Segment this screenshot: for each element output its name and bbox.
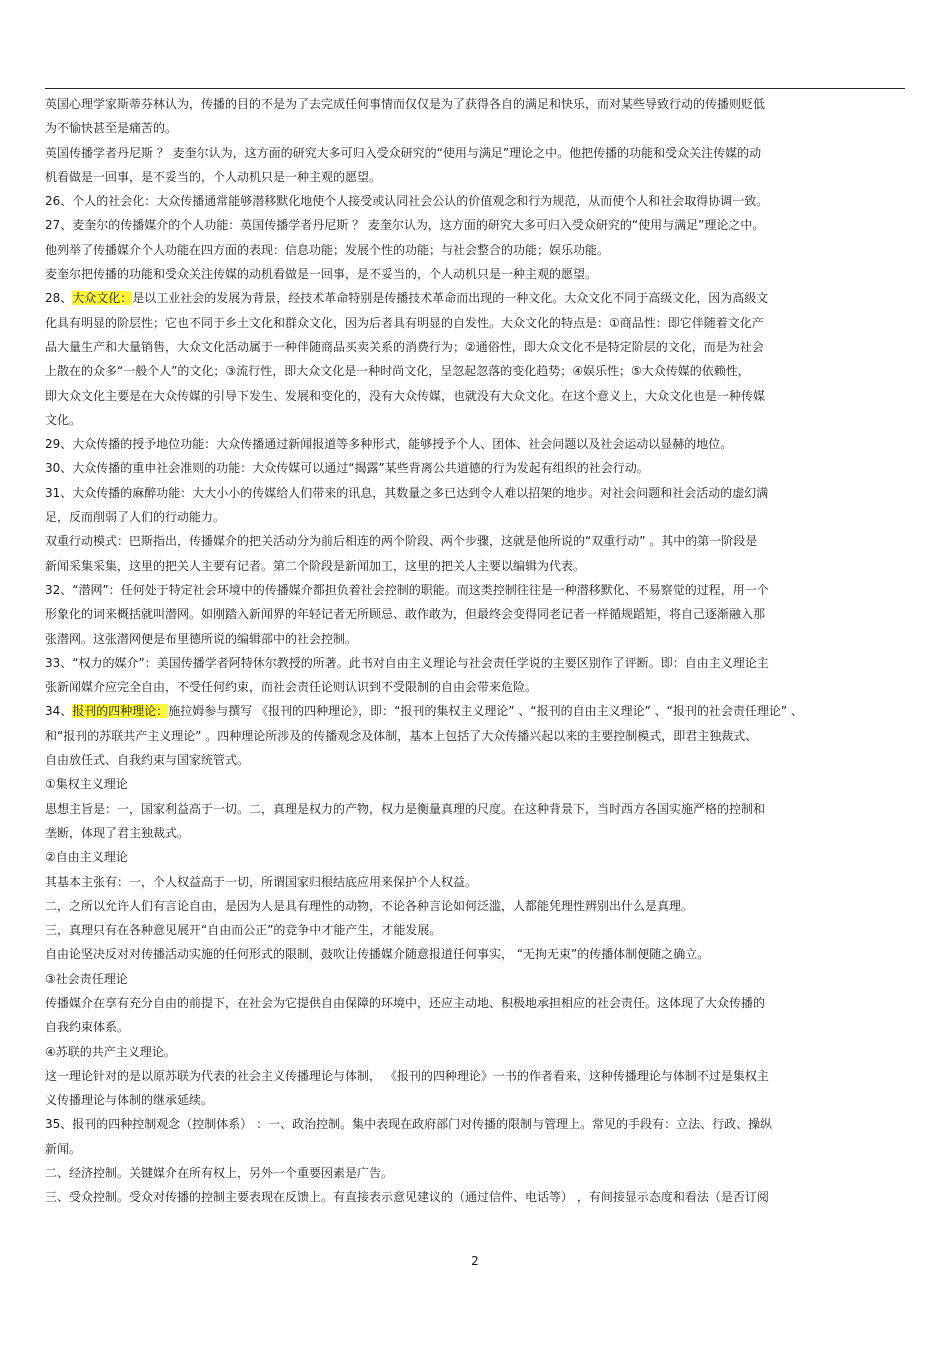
text-line: 三、受众控制。受众对传播的控制主要表现在反馈上。有直接表示意见建议的（通过信件、电话等） ，有间接显示态度和看法（是否订阅	[45, 1190, 769, 1205]
item-number: 28、	[45, 291, 73, 306]
text-line: 张新闻媒介应完全自由，不受任何约束，而社会责任论则认识到不受限制的自由会带来危险。	[45, 680, 538, 695]
text-line: 机看做是一回事，是不妥当的，个人动机只是一种主观的愿望。	[45, 169, 382, 184]
text-line: 垄断，体现了君主独裁式。	[45, 825, 190, 840]
item-32: 32、“潜网”：任何处于特定社会环境中的传播媒介都担负着社会控制的职能。而这类控制往往是一种潜移默化、不易察觉的过程，用一个	[45, 582, 769, 597]
text-line: 传播媒介在享有充分自由的前提下，在社会为它提供自由保障的环境中，还应主动地、积极地承担相应的社会责任。这体现了大众传播的	[45, 995, 766, 1010]
text-line: 二，之所以允许人们有言论自由，是因为人是具有理性的动物，不论各种言论如何泛滥，人都能凭理性辨别出什么是真理。	[45, 898, 694, 913]
page-number: 2	[471, 1254, 479, 1268]
text-line: 其基本主张有：一，个人权益高于一切，所谓国家归根结底应用来保护个人权益。	[45, 874, 478, 889]
subheading: ①集权主义理论	[45, 777, 128, 792]
text-line: 这一理论针对的是以原苏联为代表的社会主义传播理论与体制， 《报刊的四种理论》一书的作者看来，这种传播理论与体制不过是集权主	[45, 1068, 769, 1083]
text-line: 足，反而削弱了人们的行动能力。	[45, 510, 226, 525]
highlighted-term: 报刊的四种理论：	[72, 704, 169, 719]
highlighted-term: 大众文化：	[72, 291, 133, 306]
item-number: 34、	[45, 704, 73, 719]
document-body	[45, 92, 905, 1210]
item-34	[45, 699, 905, 723]
text-line: 思想主旨是：一，国家利益高于一切。二，真理是权力的产物，权力是衡量真理的尺度。在这种背景下，当时西方各国实施严格的控制和	[45, 801, 766, 816]
item-text: 施拉姆参与撰写 《报刊的四种理论》，即：“报刊的集权主义理论” 、“报刊的自由主义理论” 、“报刊的社会责任理论” 、	[168, 704, 803, 719]
text-line: 品大量生产和大量销售，大众文化活动属于一种伴随商品买卖关系的消费行为；②通俗性，即大众文化不是特定阶层的文化，而是为社会	[45, 339, 764, 354]
text-line: 新闻采集采集，这里的把关人主要有记者。第二个阶段是新闻加工，这里的把关人主要以编辑为代表。	[45, 558, 586, 573]
text-line: 为不愉快甚至是痛苦的。	[45, 121, 178, 136]
subheading: ②自由主义理论	[45, 850, 128, 865]
item-30: 30、大众传播的重申社会准则的功能：大众传媒可以通过“揭露”某些背离公共道德的行为发起有组织的社会行动。	[45, 461, 649, 476]
text-line: 化具有明显的阶层性；它也不同于乡土文化和群众文化，因为后者具有明显的自发性。大众文化的特点是：①商品性：即它伴随着文化产	[45, 315, 764, 330]
text-line: 和“报刊的苏联共产主义理论” 。四种理论所涉及的传播观念及体制，基本上包括了大众传播兴起以来的主要控制模式，即君主独裁式、	[45, 728, 758, 743]
text-line: 英国心理学家斯蒂芬林认为，传播的目的不是为了去完成任何事情而仅仅是为了获得各自的满足和快乐，而对某些导致行动的传播则贬低	[45, 97, 766, 111]
text-line: 英国传播学者丹尼斯 ？ 麦奎尔认为，这方面的研究大多可归入受众研究的“使用与满足”理论之中。他把传播的功能和受众关注传媒的动	[45, 145, 762, 160]
item-31: 31、大众传播的麻醉功能：大大小小的传媒给人们带来的讯息，其数量之多已达到令人难以招架的地步。对社会问题和社会活动的虚幻满	[45, 485, 769, 500]
text-line: 新闻。	[45, 1141, 82, 1156]
text-line: 双重行动模式：巴斯指出，传播媒介的把关活动分为前后相连的两个阶段、两个步骤，这就是他所说的“双重行动” 。其中的第一阶段是	[45, 534, 758, 549]
text-line: 他列举了传播媒介个人功能在四方面的表现：信息功能；发展个性的功能；与社会整合的功能；娱乐功能。	[45, 242, 610, 257]
text-line: 麦奎尔把传播的功能和受众关注传媒的动机看做是一回事，是不妥当的，个人动机只是一种主观的愿望。	[45, 267, 598, 282]
text-line: 张潜网。这张潜网便是布里德所说的编辑部中的社会控制。	[45, 631, 358, 646]
text-line: 上散在的众多“一般个人”的文化；③流行性，即大众文化是一种时尚文化，呈忽起忽落的变化趋势；④娱乐性；⑤大众传媒的依赖性，	[45, 364, 750, 379]
header-rule	[45, 88, 905, 89]
text-line: 二、经济控制。关键媒介在所有权上，另外一个重要因素是广告。	[45, 1166, 394, 1181]
item-29: 29、大众传播的授予地位功能：大众传播通过新闻报道等多种形式，能够授予个人、团体、社会问题以及社会运动以显赫的地位。	[45, 437, 733, 452]
item-26: 26、个人的社会化：大众传播通常能够潜移默化地使个人接受或认同社会公认的价值观念和行为规范，从而使个人和社会取得协调一致。	[45, 194, 769, 209]
text-line: 自由放任式、自我约束与国家统管式。	[45, 753, 250, 768]
text-line: 即大众文化主要是在大众传媒的引导下发生、发展和变化的，没有大众传媒，也就没有大众文化。在这个意义上，大众文化也是一种传媒	[45, 388, 766, 403]
text-line: 自由论坚决反对对传播活动实施的任何形式的限制，鼓吹让传播媒介随意报道任何事实， “无拘无束”的传播体制便随之确立。	[45, 947, 710, 962]
subheading: ④苏联的共产主义理论。	[45, 1044, 176, 1059]
subheading: ③社会责任理论	[45, 971, 128, 986]
text-line: 形象化的词来概括就叫潜网。如刚踏入新闻界的年轻记者无所顾忌、敢作敢为，但最终会变得同老记者一样循规蹈矩，将自己逐渐融入那	[45, 607, 766, 622]
item-27: 27、麦奎尔的传播媒介的个人功能：英国传播学者丹尼斯 ？ 麦奎尔认为，这方面的研究大多可归入受众研究的“使用与满足”理论之中。	[45, 218, 765, 233]
text-line: 自我约束体系。	[45, 1020, 130, 1035]
item-35: 35、报刊的四种控制观念（控制体系） ：一、政治控制。集中表现在政府部门对传播的限制与管理上。常见的手段有：立法、行政、操纵	[45, 1117, 773, 1132]
item-text: 是以工业社会的发展为背景，经技术革命特别是传播技术革命而出现的一种文化。大众文化不同于高级文化，因为高级文	[132, 291, 769, 306]
text-line: 三，真理只有在各种意见展开“自由而公正”的竞争中才能产生，才能发展。	[45, 923, 442, 938]
text-line: 文化。	[45, 412, 82, 427]
text-line: 义传播理论与体制的继承延续。	[45, 1093, 214, 1108]
item-28	[45, 286, 905, 310]
item-33: 33、“权力的媒介”：美国传播学者阿特休尔教授的所著。此书对自由主义理论与社会责任学说的主要区别作了评断。即：自由主义理论主	[45, 655, 769, 670]
